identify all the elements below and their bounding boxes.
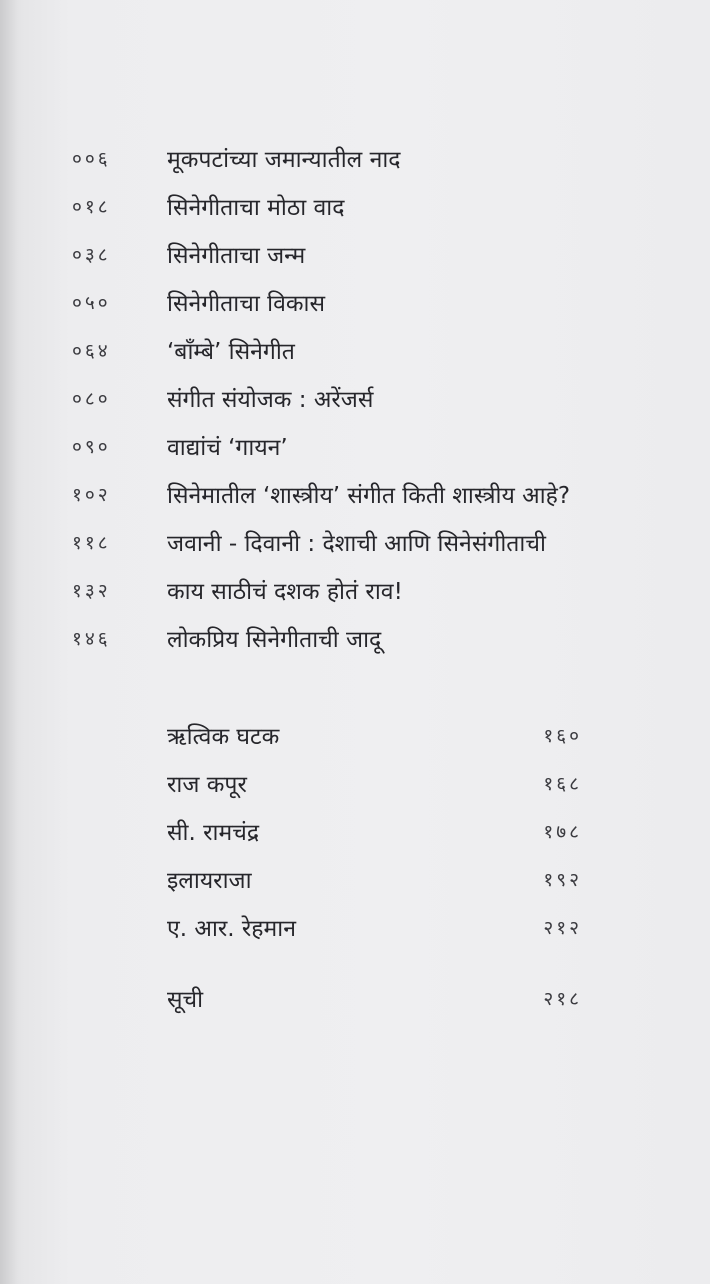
chapter-title: वाद्यांचं ‘गायन’ <box>167 435 288 461</box>
page-number: ११८ <box>72 532 111 554</box>
page-number: १४६ <box>72 628 111 650</box>
chapter-title: सिनेगीताचा मोठा वाद <box>167 195 345 221</box>
chapter-title: सिनेमातील ‘शास्त्रीय’ संगीत किती शास्त्रीय आहे? <box>167 483 571 509</box>
page-number: ०६४ <box>72 340 111 362</box>
profile-entry[interactable] <box>167 763 582 803</box>
profile-entry[interactable] <box>167 907 582 947</box>
profile-title: ऋत्विक घटक <box>167 724 280 750</box>
chapter-title: ‘बाँम्बे’ सिनेगीत <box>167 339 295 365</box>
page-number: ०३८ <box>72 244 111 266</box>
chapter-title: जवानी - दिवानी : देशाची आणि सिनेसंगीताची <box>167 531 546 557</box>
profile-title: राज कपूर <box>167 772 247 798</box>
page-number: ०८० <box>72 388 111 410</box>
profile-entry[interactable] <box>167 859 582 899</box>
profile-title: सी. रामचंद्र <box>167 820 260 846</box>
page-number: ००६ <box>72 148 111 170</box>
toc-entry[interactable] <box>72 378 632 418</box>
chapter-title: लोकप्रिय सिनेगीताची जादू <box>167 627 382 653</box>
toc-entry[interactable] <box>72 570 632 610</box>
toc-entry[interactable] <box>72 138 632 178</box>
page-number: २१२ <box>543 917 582 939</box>
toc-entry[interactable] <box>72 474 632 514</box>
page-number: ०५० <box>72 292 111 314</box>
index-title: सूची <box>167 987 204 1013</box>
page-number: १०२ <box>72 484 111 506</box>
toc-entry[interactable] <box>72 522 632 562</box>
index-entry[interactable] <box>167 978 582 1018</box>
chapter-title: मूकपटांच्या जमान्यातील नाद <box>167 147 401 173</box>
toc-entry[interactable] <box>72 618 632 658</box>
profile-entry[interactable] <box>167 811 582 851</box>
toc-entry[interactable] <box>72 426 632 466</box>
page-number: ०१८ <box>72 196 111 218</box>
page-number: १६० <box>543 725 582 747</box>
toc-entry[interactable] <box>72 330 632 370</box>
page-spine-shadow <box>0 0 18 1284</box>
toc-entry[interactable] <box>72 234 632 274</box>
page-number: २१८ <box>543 988 582 1010</box>
page-number: १७८ <box>543 821 582 843</box>
page-number: ०९० <box>72 436 111 458</box>
page-number: १६८ <box>543 773 582 795</box>
chapter-title: काय साठीचं दशक होतं राव! <box>167 579 403 605</box>
page-number: १९२ <box>543 869 582 891</box>
toc-entry[interactable] <box>72 186 632 226</box>
chapter-title: सिनेगीताचा जन्म <box>167 243 306 269</box>
chapter-title: संगीत संयोजक : अरेंजर्स <box>167 387 374 413</box>
profile-entry[interactable] <box>167 715 582 755</box>
chapter-title: सिनेगीताचा विकास <box>167 291 326 317</box>
page-number: १३२ <box>72 580 111 602</box>
profile-title: ए. आर. रेहमान <box>167 916 296 942</box>
profile-title: इलायराजा <box>167 868 252 894</box>
toc-entry[interactable] <box>72 282 632 322</box>
